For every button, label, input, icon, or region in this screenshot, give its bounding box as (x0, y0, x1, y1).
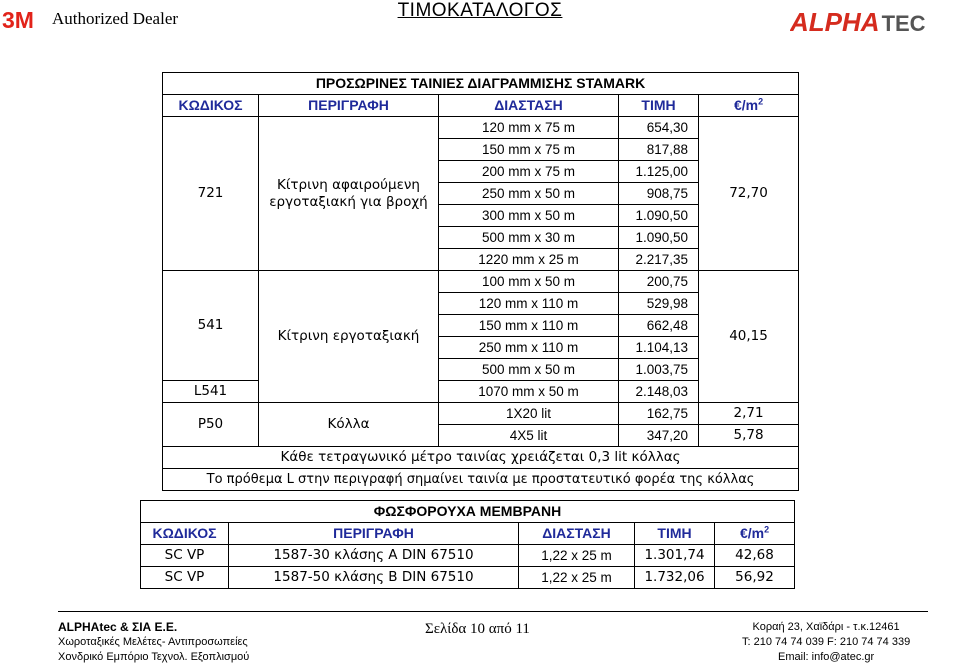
company-line: Χονδρικό Εμπόριο Τεχνολ. Εξοπλισμού (58, 651, 250, 663)
authorized-dealer-label: Authorized Dealer (52, 9, 179, 28)
col-header-code: ΚΩΔΙΚΟΣ (141, 523, 229, 545)
col-header-dimension: ΔΙΑΣΤΑΣΗ (519, 523, 635, 545)
footer-divider (58, 611, 928, 612)
dimension-cell: 1,22 x 25 m (519, 545, 635, 567)
dimension-cell: 200 mm x 75 m (439, 161, 619, 183)
email: Email: info@atec.gr (778, 651, 875, 663)
page-number: Σελίδα 10 από 11 (425, 621, 530, 637)
dimension-cell: 250 mm x 110 m (439, 337, 619, 359)
code-cell: SC VP (141, 567, 229, 589)
table-row (141, 545, 795, 567)
dimension-cell: 100 mm x 50 m (439, 271, 619, 293)
code-cell: L541 (163, 381, 259, 403)
price-cell: 2.148,03 (619, 381, 699, 403)
col-header-dimension: ΔΙΑΣΤΑΣΗ (439, 95, 619, 117)
dimension-cell: 4X5 lit (439, 425, 619, 447)
price-cell: 347,20 (619, 425, 699, 447)
per-m2-label: €/m (733, 97, 759, 113)
phosphorescent-membrane-table (140, 500, 795, 589)
per-m2-cell: 40,15 (699, 271, 799, 403)
per-m2-cell: 5,78 (699, 425, 799, 447)
company-line: Χωροταξικές Μελέτες- Αντιπροσωπείες (58, 636, 248, 648)
stamark-price-table (162, 72, 799, 491)
col-header-per-m2 (715, 523, 795, 545)
description-line: εργοταξιακή για βροχή (269, 193, 428, 210)
price-cell: 1.104,13 (619, 337, 699, 359)
price-cell: 817,88 (619, 139, 699, 161)
dimension-cell: 1220 mm x 25 m (439, 249, 619, 271)
code-cell: 541 (163, 271, 259, 381)
footer-company-block (58, 620, 249, 665)
col-header-description: ΠΕΡΙΓΡΑΦΗ (229, 523, 519, 545)
dimension-cell: 250 mm x 50 m (439, 183, 619, 205)
price-cell: 1.732,06 (635, 567, 715, 589)
table2-title: ΦΩΣΦΟΡΟΥΧΑ ΜΕΜΒΡΑΝΗ (141, 501, 795, 523)
col-header-per-m2 (699, 95, 799, 117)
dimension-cell: 150 mm x 110 m (439, 315, 619, 337)
prefix-note: Το πρόθεμα L στην περιγραφή σημαίνει ταινία με προστατευτικό φορέα της κόλλας (163, 469, 799, 491)
dimension-cell: 300 mm x 50 m (439, 205, 619, 227)
description-cell (259, 117, 439, 271)
3m-logo-text: 3M (2, 8, 34, 30)
code-cell: 721 (163, 117, 259, 271)
per-m2-cell: 2,71 (699, 403, 799, 425)
price-cell: 1.090,50 (619, 227, 699, 249)
description-cell: 1587-30 κλάσης A DIN 67510 (229, 545, 519, 567)
per-m2-cell: 42,68 (715, 545, 795, 567)
description-cell: Κίτρινη εργοταξιακή (259, 271, 439, 403)
price-cell: 2.217,35 (619, 249, 699, 271)
company-name: ALPHAtec & ΣΙΑ Ε.Ε. (58, 620, 178, 634)
address: Κοραή 23, Χαϊδάρι - τ.κ.12461 (752, 621, 900, 633)
table1-title: ΠΡΟΣΩΡΙΝΕΣ ΤΑΙΝΙΕΣ ΔΙΑΓΡΑΜΜΙΣΗΣ STAMARK (163, 73, 799, 95)
dimension-cell: 1070 mm x 50 m (439, 381, 619, 403)
per-m2-label: €/m (739, 525, 765, 541)
description-cell: 1587-50 κλάσης B DIN 67510 (229, 567, 519, 589)
code-cell: P50 (163, 403, 259, 447)
price-cell: 529,98 (619, 293, 699, 315)
price-cell: 1.301,74 (635, 545, 715, 567)
dimension-cell: 1X20 lit (439, 403, 619, 425)
per-m2-exponent: 2 (758, 96, 764, 107)
dimension-cell: 500 mm x 50 m (439, 359, 619, 381)
price-cell: 654,30 (619, 117, 699, 139)
price-cell: 162,75 (619, 403, 699, 425)
footer-contact-block (742, 620, 910, 665)
per-m2-exponent: 2 (764, 524, 770, 535)
price-cell: 662,48 (619, 315, 699, 337)
col-header-price: ΤΙΜΗ (635, 523, 715, 545)
dimension-cell: 120 mm x 75 m (439, 117, 619, 139)
price-cell: 908,75 (619, 183, 699, 205)
col-header-description: ΠΕΡΙΓΡΑΦΗ (259, 95, 439, 117)
price-cell: 200,75 (619, 271, 699, 293)
price-cell: 1.125,00 (619, 161, 699, 183)
table-row (141, 567, 795, 589)
phone-fax: T: 210 74 74 039 F: 210 74 74 339 (742, 636, 911, 648)
alpha-tec-logo (790, 7, 960, 39)
dimension-cell: 150 mm x 75 m (439, 139, 619, 161)
alpha-tec-logo-text: ALPHATEC (790, 7, 926, 37)
per-m2-cell: 72,70 (699, 117, 799, 271)
dimension-cell: 500 mm x 30 m (439, 227, 619, 249)
col-header-price: ΤΙΜΗ (619, 95, 699, 117)
price-cell: 1.003,75 (619, 359, 699, 381)
dimension-cell: 120 mm x 110 m (439, 293, 619, 315)
dimension-cell: 1,22 x 25 m (519, 567, 635, 589)
glue-note: Κάθε τετραγωνικό μέτρο ταινίας χρειάζεται 0,3 lit κόλλας (163, 447, 799, 469)
per-m2-cell: 56,92 (715, 567, 795, 589)
col-header-code: ΚΩΔΙΚΟΣ (163, 95, 259, 117)
page-title: ΤΙΜΟΚΑΤΑΛΟΓΟΣ (397, 0, 563, 21)
code-cell: SC VP (141, 545, 229, 567)
price-cell: 1.090,50 (619, 205, 699, 227)
description-cell: Κόλλα (259, 403, 439, 447)
description-line: Κίτρινη αφαιρούμενη (277, 176, 420, 193)
